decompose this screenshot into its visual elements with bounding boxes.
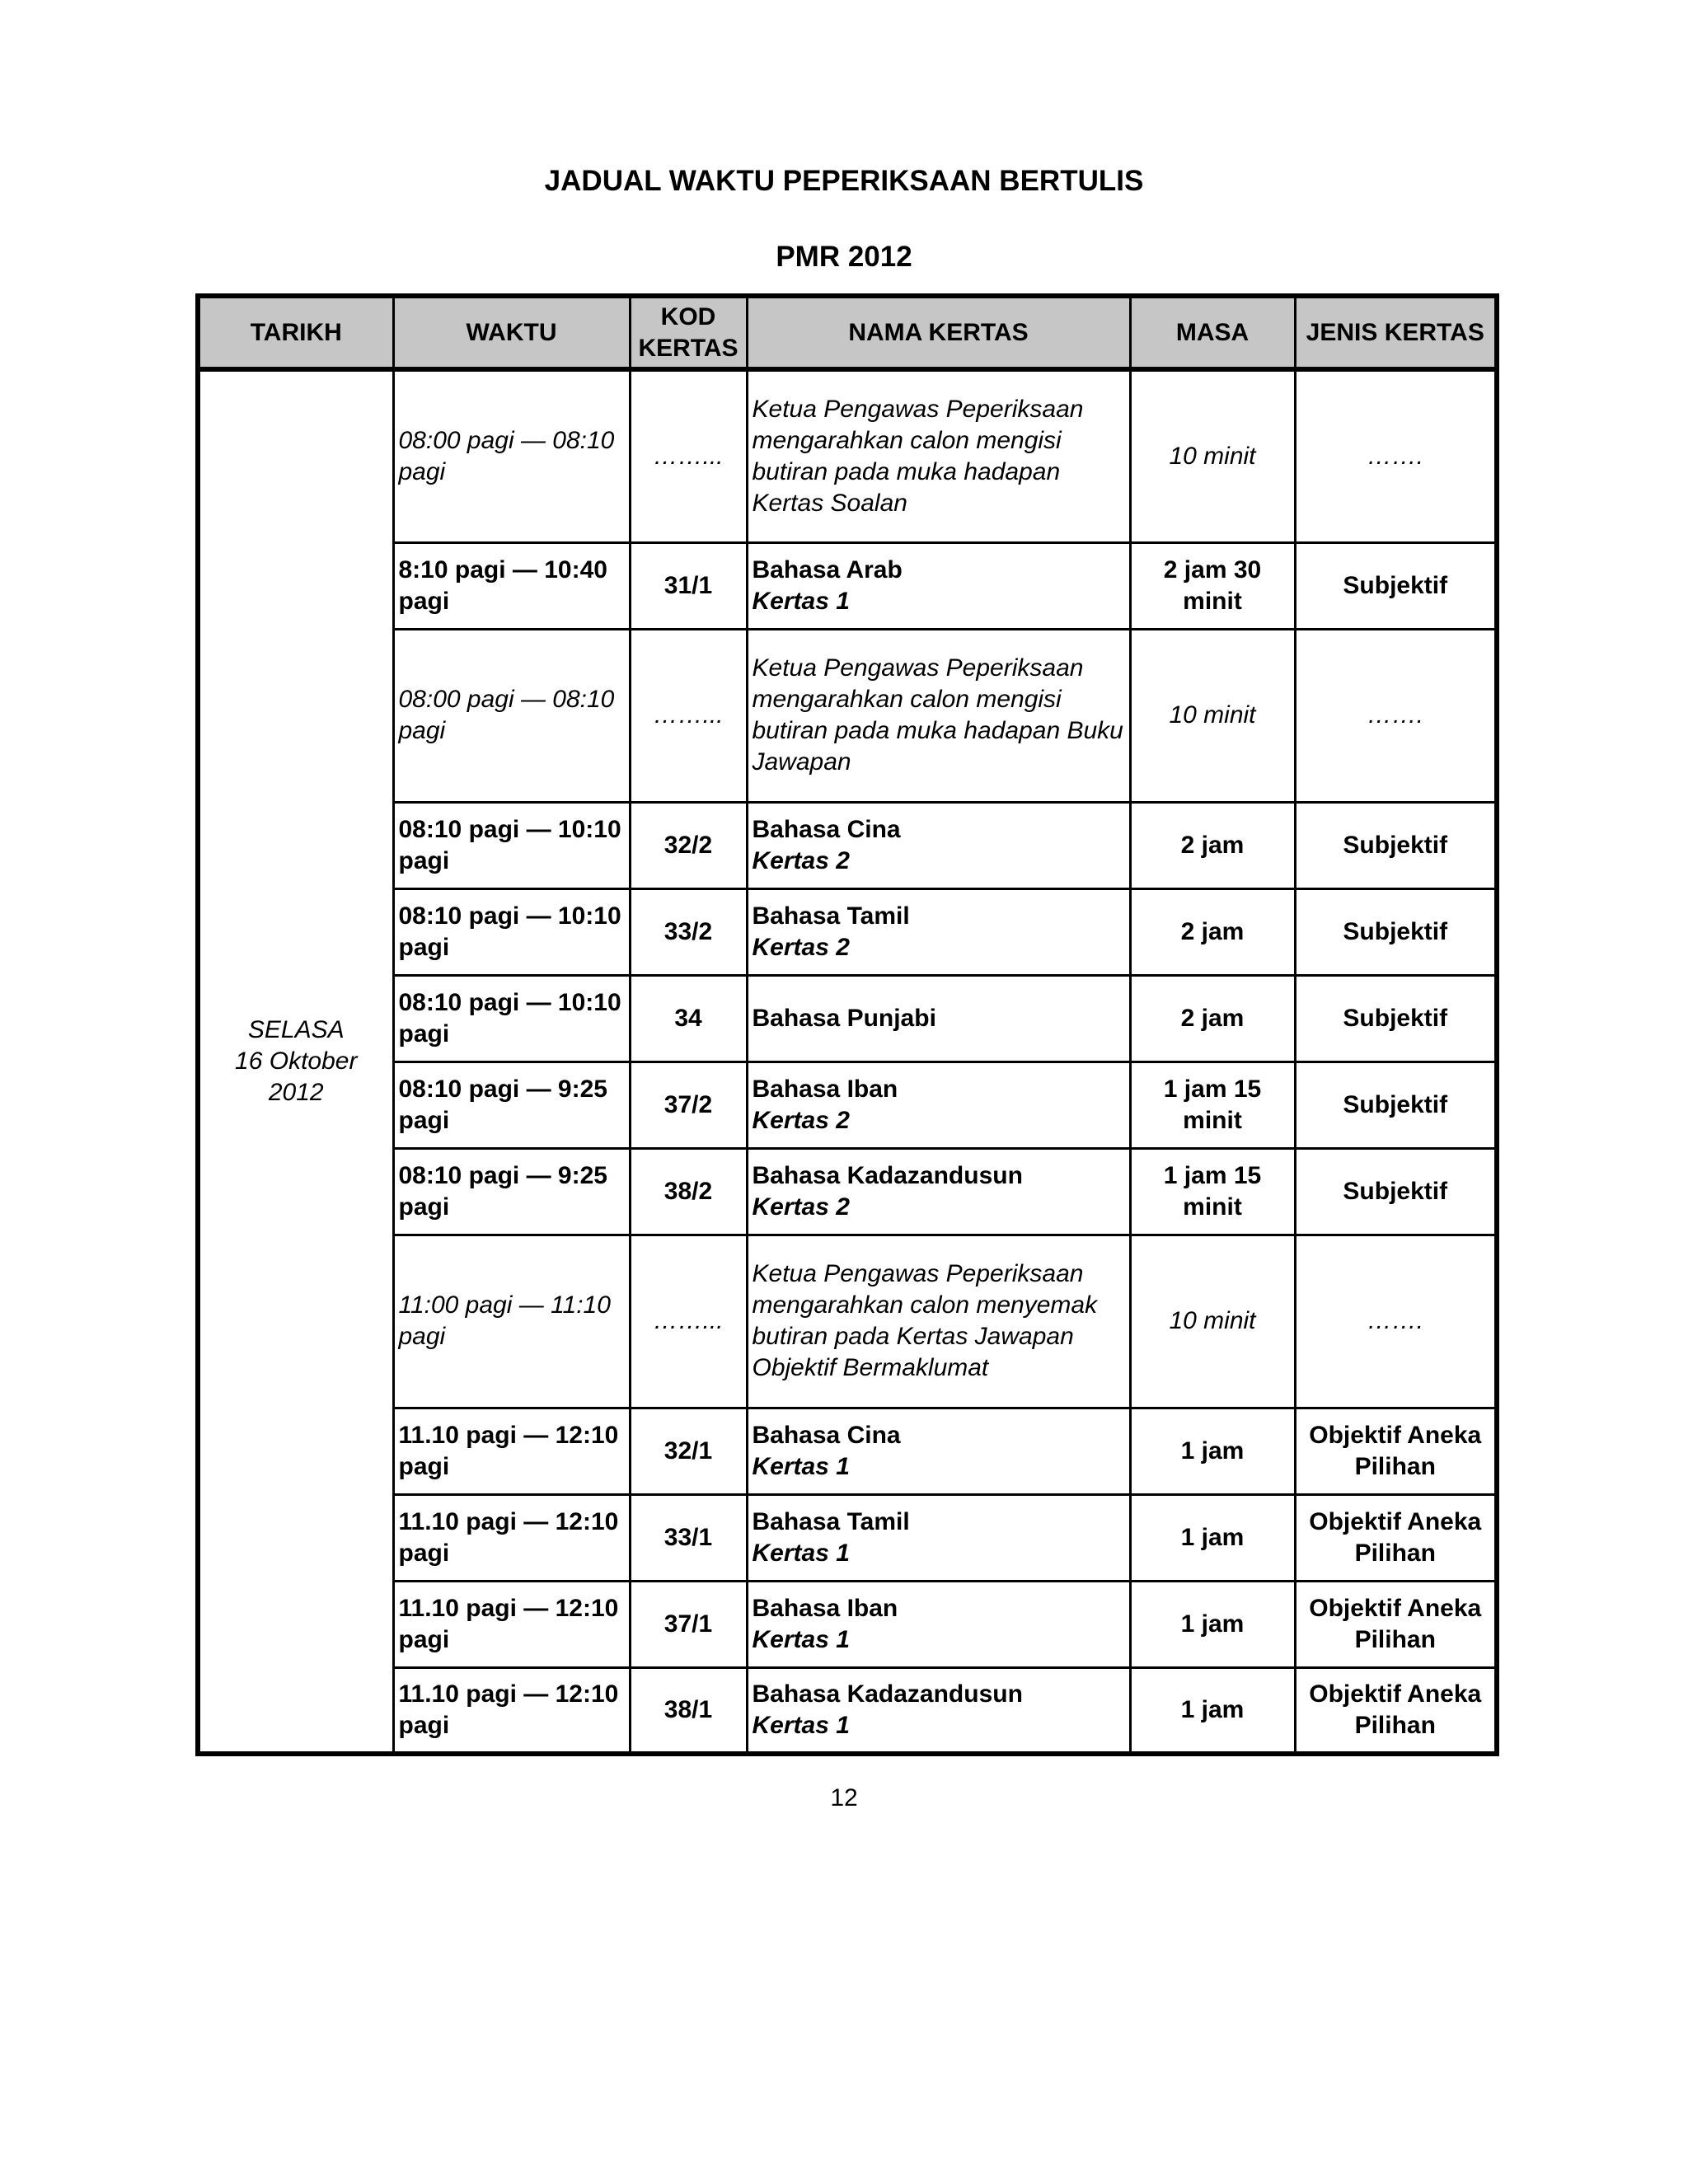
duration-cell: 10 minit xyxy=(1130,369,1295,542)
date-date: 16 Oktober xyxy=(235,1047,358,1075)
document-title: JADUAL WAKTU PEPERIKSAAN BERTULIS xyxy=(544,165,1144,197)
paper-name: Bahasa Tamil xyxy=(752,1507,910,1535)
table-row xyxy=(198,1494,1497,1581)
table-row xyxy=(198,629,1497,802)
header-code-line1: KOD xyxy=(660,302,716,330)
date-cell xyxy=(198,369,393,1754)
name-cell: Ketua Pengawas Peperiksaan mengarahkan calon mengisi butiran pada muka hadapan Kertas Soalan xyxy=(747,369,1130,542)
time-cell: 11.10 pagi — 12:10 pagi xyxy=(393,1408,630,1494)
paper-number: Kertas 2 xyxy=(752,1106,850,1134)
paper-name: Bahasa Cina xyxy=(752,1421,901,1449)
code-cell: 38/1 xyxy=(630,1667,747,1754)
header-row xyxy=(198,296,1497,369)
code-cell: 33/1 xyxy=(630,1494,747,1581)
header-type: JENIS KERTAS xyxy=(1295,296,1497,369)
type-cell: ……. xyxy=(1295,369,1497,542)
type-cell: Subjektif xyxy=(1295,1062,1497,1148)
duration-cell: 2 jam 30 minit xyxy=(1130,542,1295,629)
document-subtitle: PMR 2012 xyxy=(776,241,912,273)
name-cell xyxy=(747,802,1130,888)
duration-cell: 1 jam xyxy=(1130,1408,1295,1494)
time-cell: 08:00 pagi — 08:10 pagi xyxy=(393,369,630,542)
code-cell: 32/2 xyxy=(630,802,747,888)
code-cell: ……... xyxy=(630,369,747,542)
time-cell: 08:10 pagi — 10:10 pagi xyxy=(393,888,630,975)
time-cell: 8:10 pagi — 10:40 pagi xyxy=(393,542,630,629)
header-name: NAMA KERTAS xyxy=(747,296,1130,369)
code-cell: 38/2 xyxy=(630,1148,747,1235)
table-row xyxy=(198,802,1497,888)
paper-number: Kertas 2 xyxy=(752,846,850,874)
table-row xyxy=(198,975,1497,1062)
type-cell: Subjektif xyxy=(1295,542,1497,629)
type-cell: Objektif Aneka Pilihan xyxy=(1295,1494,1497,1581)
code-cell: 33/2 xyxy=(630,888,747,975)
header-duration: MASA xyxy=(1130,296,1295,369)
type-cell: Subjektif xyxy=(1295,975,1497,1062)
duration-cell: 1 jam 15 minit xyxy=(1130,1062,1295,1148)
paper-number: Kertas 2 xyxy=(752,1193,850,1221)
type-cell: ……. xyxy=(1295,1235,1497,1408)
name-cell xyxy=(747,888,1130,975)
header-time: WAKTU xyxy=(393,296,630,369)
paper-number: Kertas 1 xyxy=(752,587,850,615)
table-body xyxy=(198,369,1497,1754)
name-cell xyxy=(747,542,1130,629)
date-day: SELASA xyxy=(247,1016,345,1043)
name-cell xyxy=(747,1148,1130,1235)
table-row xyxy=(198,1408,1497,1494)
type-cell: Objektif Aneka Pilihan xyxy=(1295,1408,1497,1494)
name-cell xyxy=(747,1062,1130,1148)
code-cell: 32/1 xyxy=(630,1408,747,1494)
type-cell: Objektif Aneka Pilihan xyxy=(1295,1581,1497,1667)
duration-cell: 1 jam xyxy=(1130,1667,1295,1754)
paper-name: Bahasa Cina xyxy=(752,815,901,843)
table-row xyxy=(198,1667,1497,1754)
duration-cell: 10 minit xyxy=(1130,629,1295,802)
paper-name: Bahasa Tamil xyxy=(752,902,910,930)
table-row xyxy=(198,888,1497,975)
table-row xyxy=(198,542,1497,629)
type-cell: Subjektif xyxy=(1295,1148,1497,1235)
time-cell: 11:00 pagi — 11:10 pagi xyxy=(393,1235,630,1408)
time-cell: 11.10 pagi — 12:10 pagi xyxy=(393,1581,630,1667)
exam-schedule-table xyxy=(195,293,1499,1756)
name-cell xyxy=(747,1581,1130,1667)
time-cell: 08:10 pagi — 10:10 pagi xyxy=(393,802,630,888)
time-cell: 08:00 pagi — 08:10 pagi xyxy=(393,629,630,802)
paper-name: Bahasa Kadazandusun xyxy=(752,1161,1023,1189)
table-row xyxy=(198,369,1497,542)
type-cell: Subjektif xyxy=(1295,888,1497,975)
paper-name: Bahasa Iban xyxy=(752,1075,898,1103)
duration-cell: 2 jam xyxy=(1130,802,1295,888)
name-cell xyxy=(747,1408,1130,1494)
table-header xyxy=(198,296,1497,369)
time-cell: 08:10 pagi — 9:25 pagi xyxy=(393,1148,630,1235)
time-cell: 08:10 pagi — 10:10 pagi xyxy=(393,975,630,1062)
paper-number: Kertas 1 xyxy=(752,1711,850,1739)
page-number: 12 xyxy=(830,1784,858,1811)
paper-number: Kertas 1 xyxy=(752,1452,850,1480)
code-cell: 31/1 xyxy=(630,542,747,629)
name-cell xyxy=(747,975,1130,1062)
name-cell xyxy=(747,1667,1130,1754)
duration-cell: 10 minit xyxy=(1130,1235,1295,1408)
duration-cell: 2 jam xyxy=(1130,975,1295,1062)
duration-cell: 1 jam xyxy=(1130,1581,1295,1667)
duration-cell: 1 jam xyxy=(1130,1494,1295,1581)
paper-name: Bahasa Kadazandusun xyxy=(752,1680,1023,1708)
table-row xyxy=(198,1235,1497,1408)
name-cell xyxy=(747,1494,1130,1581)
duration-cell: 1 jam 15 minit xyxy=(1130,1148,1295,1235)
paper-number: Kertas 1 xyxy=(752,1539,850,1567)
table-row xyxy=(198,1148,1497,1235)
header-code-line2: KERTAS xyxy=(638,334,738,362)
header-date: TARIKH xyxy=(198,296,393,369)
table-row xyxy=(198,1062,1497,1148)
type-cell: ……. xyxy=(1295,629,1497,802)
header-code xyxy=(630,296,747,369)
type-cell: Subjektif xyxy=(1295,802,1497,888)
name-cell: Ketua Pengawas Peperiksaan mengarahkan calon mengisi butiran pada muka hadapan Buku Jawapan xyxy=(747,629,1130,802)
code-cell: 37/1 xyxy=(630,1581,747,1667)
paper-name: Bahasa Punjabi xyxy=(752,1004,936,1032)
date-year: 2012 xyxy=(268,1079,324,1106)
duration-cell: 2 jam xyxy=(1130,888,1295,975)
code-cell: ……... xyxy=(630,629,747,802)
paper-number: Kertas 1 xyxy=(752,1625,850,1653)
name-cell: Ketua Pengawas Peperiksaan mengarahkan calon menyemak butiran pada Kertas Jawapan Objektif Bermaklumat xyxy=(747,1235,1130,1408)
code-cell: 37/2 xyxy=(630,1062,747,1148)
type-cell: Objektif Aneka Pilihan xyxy=(1295,1667,1497,1754)
table-row xyxy=(198,1581,1497,1667)
time-cell: 08:10 pagi — 9:25 pagi xyxy=(393,1062,630,1148)
paper-name: Bahasa Iban xyxy=(752,1594,898,1622)
time-cell: 11.10 pagi — 12:10 pagi xyxy=(393,1667,630,1754)
paper-number: Kertas 2 xyxy=(752,933,850,961)
code-cell: ……... xyxy=(630,1235,747,1408)
time-cell: 11.10 pagi — 12:10 pagi xyxy=(393,1494,630,1581)
paper-name: Bahasa Arab xyxy=(752,555,903,583)
code-cell: 34 xyxy=(630,975,747,1062)
